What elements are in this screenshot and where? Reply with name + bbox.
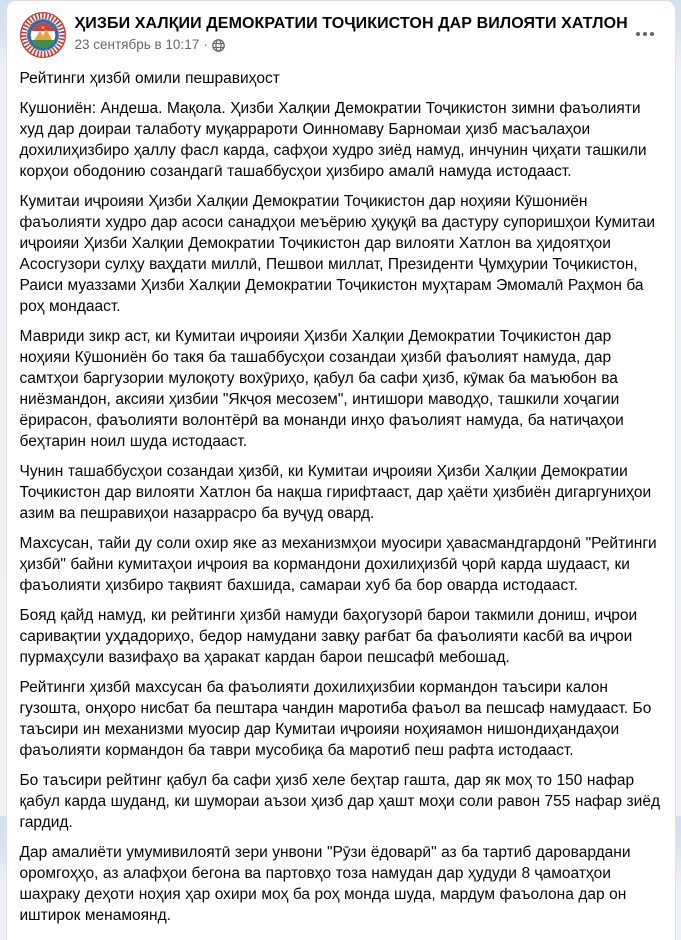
post-meta <box>75 36 629 54</box>
post-title-line: Рейтинги ҳизбӣ омили пешравиҳост <box>19 70 280 87</box>
post-paragraph: Дар амалиёти умумивилоятӣ зери унвони "Рӯзи ёдоварӣ" аз ба тартиб даровардани оромгоҳҳо, аз алафҳои бегона ва партовҳо тоза намудан дар ҳудуди 8 ҷамоатҳои шаҳраку деҳоти ноҳия ҳар охири моҳ ба роҳ монда шуда, мардум фаъолона дар он иштирок менамоянд. <box>19 844 631 924</box>
post-options-button[interactable] <box>629 18 661 50</box>
meta-separator: · <box>203 37 208 52</box>
post-paragraph: Бояд қайд намуд, ки рейтинги ҳизбӣ намуди баҳогузорӣ барои такмили дониш, иҷрои саривақтии уҳдадориҳо, бедор намудани завқу рағбат ба фаъолияти касбӣ ва иҷрои пурмаҳсули вазифаҳо ва ҳаракат кардан барои пешсафӣ мебошад. <box>19 607 638 666</box>
post-paragraph: Мавриди зикр аст, ки Кумитаи иҷроияи Ҳизби Халқии Демократии Тоҷикистон дар ноҳияи Кӯшониён бо такя ба ташаббусҳои созандаи ҳизбӣ фаъолият намуда, дар самтҳои баргузории мулоқоту вохӯриҳо, қабул ба сафи ҳизб, кӯмак ба маъюбон ва ниёзмандон, аксияи ҳизбии "Якҷоя месозем", интишори маводҳо, ташкили хоҷагии ёрирасон, фаъолияти волонтёрӣ ва монанди инҳо фаъолият намуда, ба натиҷаҳои беҳтарин ноил шуда истодааст. <box>19 328 624 450</box>
ellipsis-horizontal-icon <box>636 32 654 36</box>
post-paragraph: Рейтинги ҳизбӣ махсусан ба фаъолияти дохилиҳизбии кормандон таъсири калон гузошта, онҳоро нисбат ба пештара чандин маротиба фаъол ва пешсаф намудааст. Бо таъсири ин механизми муосир дар Кумитаи иҷроияи ноҳияамон нишондиҳандаҳои фаъолияти кормандон ба таври мусобиқа ба маротиб пеш рафта истодааст. <box>19 679 652 759</box>
post-paragraph: Махсусан, тайи ду соли охир яке аз механизмҳои муосири ҳавасмандгардонӣ "Рейтинги ҳизбӣ" байни кумитаҳои иҷроия ва кормандони дохилиҳизбӣ ҷорӣ карда шудааст, ки фаъолияти ҳизбиро тақвият бахшида, самараи хуб ба бор оварда истодааст. <box>19 535 657 594</box>
page-avatar[interactable] <box>20 12 66 58</box>
party-emblem-logo <box>20 12 66 58</box>
page-name-link[interactable]: ҲИЗБИ ХАЛҚИИ ДЕМОКРАТИИ ТОҶИКИСТОН ДАР ВИЛОЯТИ ХАТЛОН <box>74 15 628 32</box>
post-paragraph: Кушониён: Андеша. Мақола. Ҳизби Халқии Демократии Тоҷикистон зимни фаъолияти худ дар доираи талаботу муқаррароти Оинномаву Барномаи ҳизб масъалаҳои дохилиҳизбиро ҳаллу фасл карда, сафҳои худро зиёд намуд, инчунин ҷиҳати ташкили корҳои ободонию созандагӣ ташаббусҳои ҳизбиро амалӣ намуда истодааст. <box>19 100 647 180</box>
post-body-text <box>7 66 675 940</box>
post-paragraph: Бо таъсири рейтинг қабул ба сафи ҳизб хеле беҳтар гашта, дар як моҳ то 150 нафар қабул карда шуданд, ки шумораи аъзои ҳизб дар ҳашт моҳи соли равон 755 нафар зиёд гардид. <box>19 772 660 831</box>
post-timestamp[interactable]: 23 сентябрь в 10:17 <box>74 37 200 52</box>
post-paragraph: Чунин ташаббусҳои созандаи ҳизбӣ, ки Кумитаи иҷроияи Ҳизби Халқии Демократии Тоҷикистон дар вилояти Хатлон ба нақша гирифтааст, дар ҳаёти ҳизбиён дигаргуниҳои азим ва пешравиҳои назаррасро ба вуҷуд овард. <box>19 463 652 522</box>
post-paragraph: Кумитаи иҷроияи Ҳизби Халқии Демократии Тоҷикистон дар ноҳияи Кӯшониён фаъолияти худро дар асоси санадҳои меъёрию ҳуқуқӣ ва дастуру супоришҳои Кумитаи иҷроияи Ҳизби Халқии Демократии Тоҷикистон дар вилояти Хатлон ва ҳидоятҳои Асосгузори сулҳу ваҳдати миллӣ, Пешвои миллат, Президенти Ҷумҳурии Тоҷикистон, Раиси муаззами Ҳизби Халқии Демократии Тоҷикистон муҳтарам Эмомалӣ Раҳмон ба роҳ мондааст. <box>19 193 655 315</box>
post-header <box>7 1 675 66</box>
post-header-text <box>75 12 629 54</box>
post-card <box>6 0 676 940</box>
globe-public-icon <box>212 39 225 52</box>
